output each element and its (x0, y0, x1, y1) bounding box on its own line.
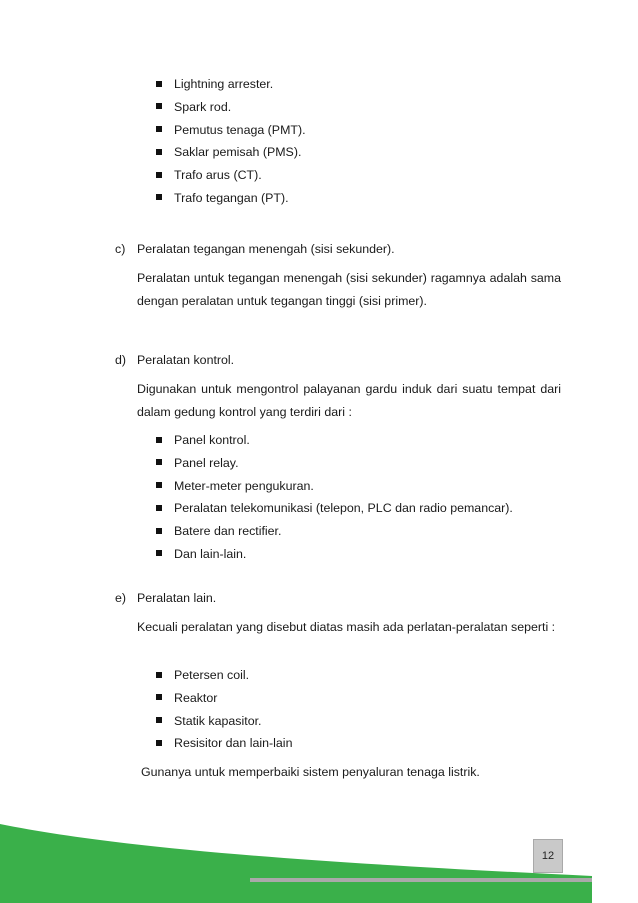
footer-gray-bar (250, 878, 592, 882)
section-e-note: Gunanya untuk memperbaiki sistem penyaluran tenaga listrik. (141, 765, 480, 779)
list-item: Trafo arus (CT). (156, 167, 306, 190)
bullet-list-lain (156, 667, 292, 758)
square-bullet-icon (156, 459, 162, 465)
list-item: Dan lain-lain. (156, 546, 513, 569)
square-bullet-icon (156, 126, 162, 132)
bullet-list-kontrol (156, 432, 513, 569)
section-e-title: Peralatan lain. (137, 591, 217, 605)
square-bullet-icon (156, 194, 162, 200)
section-e-letter: e) (115, 591, 127, 605)
square-bullet-icon (156, 717, 162, 723)
square-bullet-icon (156, 482, 162, 488)
list-item: Spark rod. (156, 99, 306, 122)
list-item: Panel kontrol. (156, 432, 513, 455)
square-bullet-icon (156, 172, 162, 178)
square-bullet-icon (156, 672, 162, 678)
section-d-heading (115, 352, 234, 368)
page-number (533, 839, 563, 873)
section-c-title: Peralatan tegangan menengah (sisi sekunder). (137, 242, 395, 256)
square-bullet-icon (156, 550, 162, 556)
list-item: Panel relay. (156, 455, 513, 478)
list-item: Batere dan rectifier. (156, 523, 513, 546)
list-item: Peralatan telekomunikasi (telepon, PLC dan radio pemancar). (156, 500, 513, 523)
square-bullet-icon (156, 694, 162, 700)
section-d-paragraph: Digunakan untuk mengontrol palayanan gardu induk dari suatu tempat dari dalam gedung kontrol yang terdiri dari : (137, 382, 561, 419)
list-item: Trafo tegangan (PT). (156, 190, 306, 213)
list-item: Pemutus tenaga (PMT). (156, 122, 306, 145)
footer-green-wave (0, 824, 592, 903)
section-e-paragraph: Kecuali peralatan yang disebut diatas masih ada perlatan-peralatan seperti : (137, 620, 556, 634)
list-item: Lightning arrester. (156, 76, 306, 99)
section-d-title: Peralatan kontrol. (137, 353, 235, 367)
square-bullet-icon (156, 103, 162, 109)
square-bullet-icon (156, 505, 162, 511)
bullet-list-top (156, 76, 306, 213)
list-item: Petersen coil. (156, 667, 292, 690)
square-bullet-icon (156, 81, 162, 87)
list-item: Resisitor dan lain-lain (156, 735, 292, 758)
section-c-paragraph: Peralatan untuk tegangan menengah (sisi sekunder) ragamnya adalah sama dengan peralatan untuk tegangan tinggi (sisi primer). (137, 271, 561, 308)
list-item: Saklar pemisah (PMS). (156, 144, 306, 167)
page-number-text: 12 (541, 850, 555, 862)
section-c-letter: c) (115, 242, 126, 256)
list-item: Statik kapasitor. (156, 713, 292, 736)
square-bullet-icon (156, 528, 162, 534)
square-bullet-icon (156, 437, 162, 443)
section-d-letter: d) (115, 353, 127, 367)
section-c-heading (115, 241, 395, 257)
list-item: Reaktor (156, 690, 292, 713)
list-item: Meter-meter pengukuran. (156, 478, 513, 501)
square-bullet-icon (156, 149, 162, 155)
section-e-heading (115, 590, 216, 606)
square-bullet-icon (156, 740, 162, 746)
